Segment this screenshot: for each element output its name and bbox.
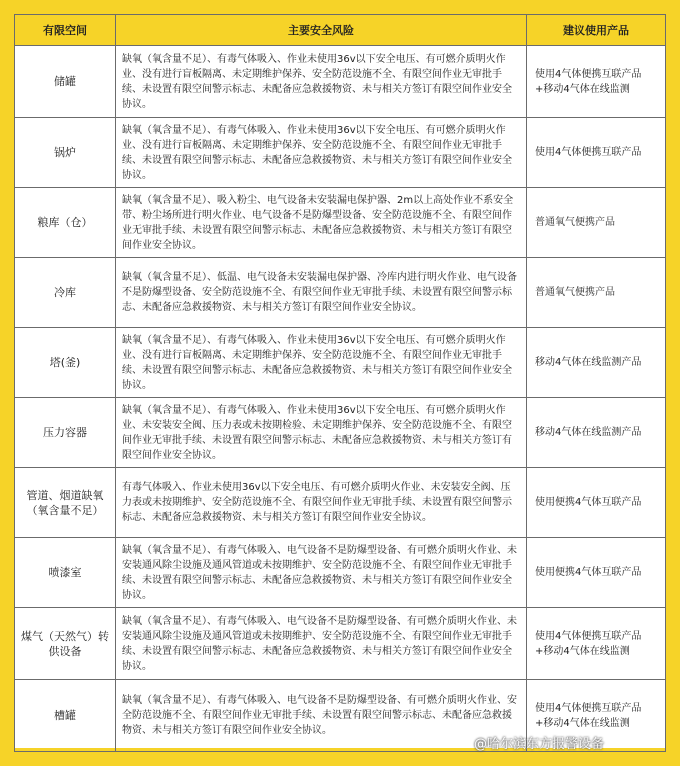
cell-risk: 缺氧（氧含量不足）、有毒气体吸入、电气设备不是防爆型设备、有可燃介质明火作业、未安装通风除尘设施及通风管道或未按期维护、安全防范设施不全、有限空间作业无审批手续、未设置有限空间警示标志、未配备应急救援物资、未与相关方签订有限空间作业安全协议。 [116,608,527,680]
cell-risk: 缺氧（氧含量不足）、低温、电气设备未安装漏电保护器、冷库内进行明火作业、电气设备不是防爆型设备、安全防范设施不全、有限空间作业无审批手续、未设置有限空间警示标志、未配备应急救援物资、未与相关方签订有限空间作业安全协议。 [116,258,527,328]
table-row [15,188,666,258]
table-row [15,398,666,468]
cell-space: 压力容器 [15,398,116,468]
cell-product: 使用4气体便携互联产品+移动4气体在线监测 [527,608,666,680]
cell-space: 粮库（仓） [15,188,116,258]
cell-risk: 缺氧（氧含量不足）、吸入粉尘、电气设备未安装漏电保护器、2m以上高处作业不系安全带、粉尘场所进行明火作业、电气设备不是防爆型设备、安全防范设施不全、有限空间作业无审批手续、未设置有限空间警示标志、未配备应急救援物资、未与相关方签订有限空间作业安全协议。 [116,188,527,258]
cell-product: 使用4气体便携互联产品+移动4气体在线监测 [527,46,666,118]
header-product: 建议使用产品 [527,15,666,46]
header-risk: 主要安全风险 [116,15,527,46]
cell-space: 冷库 [15,258,116,328]
cell-space: 管道、烟道缺氧（氧含量不足） [15,468,116,538]
watermark [474,733,604,752]
cell-risk: 缺氧（氧含量不足）、有毒气体吸入、作业未使用36v以下安全电压、有可燃介质明火作业、没有进行盲板隔离、未定期维护保养、安全防范设施不全、有限空间作业无审批手续、未设置有限空间警示标志、未配备应急救援物资、未与相关方签订有限空间作业安全协议。 [116,46,527,118]
table-row [15,258,666,328]
watermark-text: @哈尔滨东方报警设备 [474,737,605,752]
cell-product: 普通氧气便携产品 [527,188,666,258]
cell-space: 喷漆室 [15,538,116,608]
cell-space: 煤气（天然气）转供设备 [15,608,116,680]
table-row [15,118,666,188]
cell-risk: 有毒气体吸入、作业未使用36v以下安全电压、有可燃介质明火作业、未安装安全阀、压力表或未按期维护、安全防范设施不全、有限空间作业无审批手续、未设置有限空间警示标志、未配备应急救援物资、未与相关方签订有限空间作业安全协议。 [116,468,527,538]
cell-space: 储罐 [15,46,116,118]
table-row [15,538,666,608]
cell-risk: 缺氧（氧含量不足）、有毒气体吸入、作业未使用36v以下安全电压、有可燃介质明火作业、未安装安全阀、压力表或未按期检验、未定期维护保养、安全防范设施不全、有限空间作业无审批手续、未设置有限空间警示标志、未配备应急救援物资、未与相关方签订有限空间作业安全协议。 [116,398,527,468]
header-space: 有限空间 [15,15,116,46]
cell-product: 使用便携4气体互联产品 [527,468,666,538]
cell-product: 使用便携4气体互联产品 [527,538,666,608]
table-row [15,328,666,398]
cell-product: 移动4气体在线监测产品 [527,398,666,468]
cell-risk: 缺氧（氧含量不足）、有毒气体吸入、作业未使用36v以下安全电压、有可燃介质明火作业、没有进行盲板隔离、未定期维护保养、安全防范设施不全、有限空间作业无审批手续、未设置有限空间警示标志、未配备应急救援物资、未与相关方签订有限空间作业安全协议。 [116,328,527,398]
risk-table [14,14,666,752]
table-header-row [15,15,666,46]
cell-risk: 缺氧（氧含量不足）、有毒气体吸入、电气设备不是防爆型设备、有可燃介质明火作业、未安装通风除尘设施及通风管道或未按期维护、安全防范设施不全、有限空间作业无审批手续、未设置有限空间警示标志、未配备应急救援物资、未与相关方签订有限空间作业安全协议。 [116,538,527,608]
table-row [15,46,666,118]
cell-product: 移动4气体在线监测产品 [527,328,666,398]
cell-space: 塔(釜) [15,328,116,398]
cell-product: 普通氧气便携产品 [527,258,666,328]
cell-product: 使用4气体便携互联产品 [527,118,666,188]
cell-product: 使用4气体便携互联产品+移动4气体在线监测 [527,680,666,752]
cell-space: 槽罐 [15,680,116,752]
table-row [15,608,666,680]
cell-risk: 缺氧（氧含量不足）、有毒气体吸入、电气设备不是防爆型设备、有可燃介质明火作业、安全防范设施不全、有限空间作业无审批手续、未设置有限空间警示标志、未配备应急救援物资、未与相关方签订有限空间作业安全协议。 [116,680,527,752]
cell-risk: 缺氧（氧含量不足）、有毒气体吸入、作业未使用36v以下安全电压、有可燃介质明火作业、没有进行盲板隔离、未定期维护保养、安全防范设施不全、有限空间作业无审批手续、未设置有限空间警示标志、未配备应急救援物资、未与相关方签订有限空间作业安全协议。 [116,118,527,188]
table-row [15,468,666,538]
cell-space: 锅炉 [15,118,116,188]
risk-table-container [14,14,665,748]
